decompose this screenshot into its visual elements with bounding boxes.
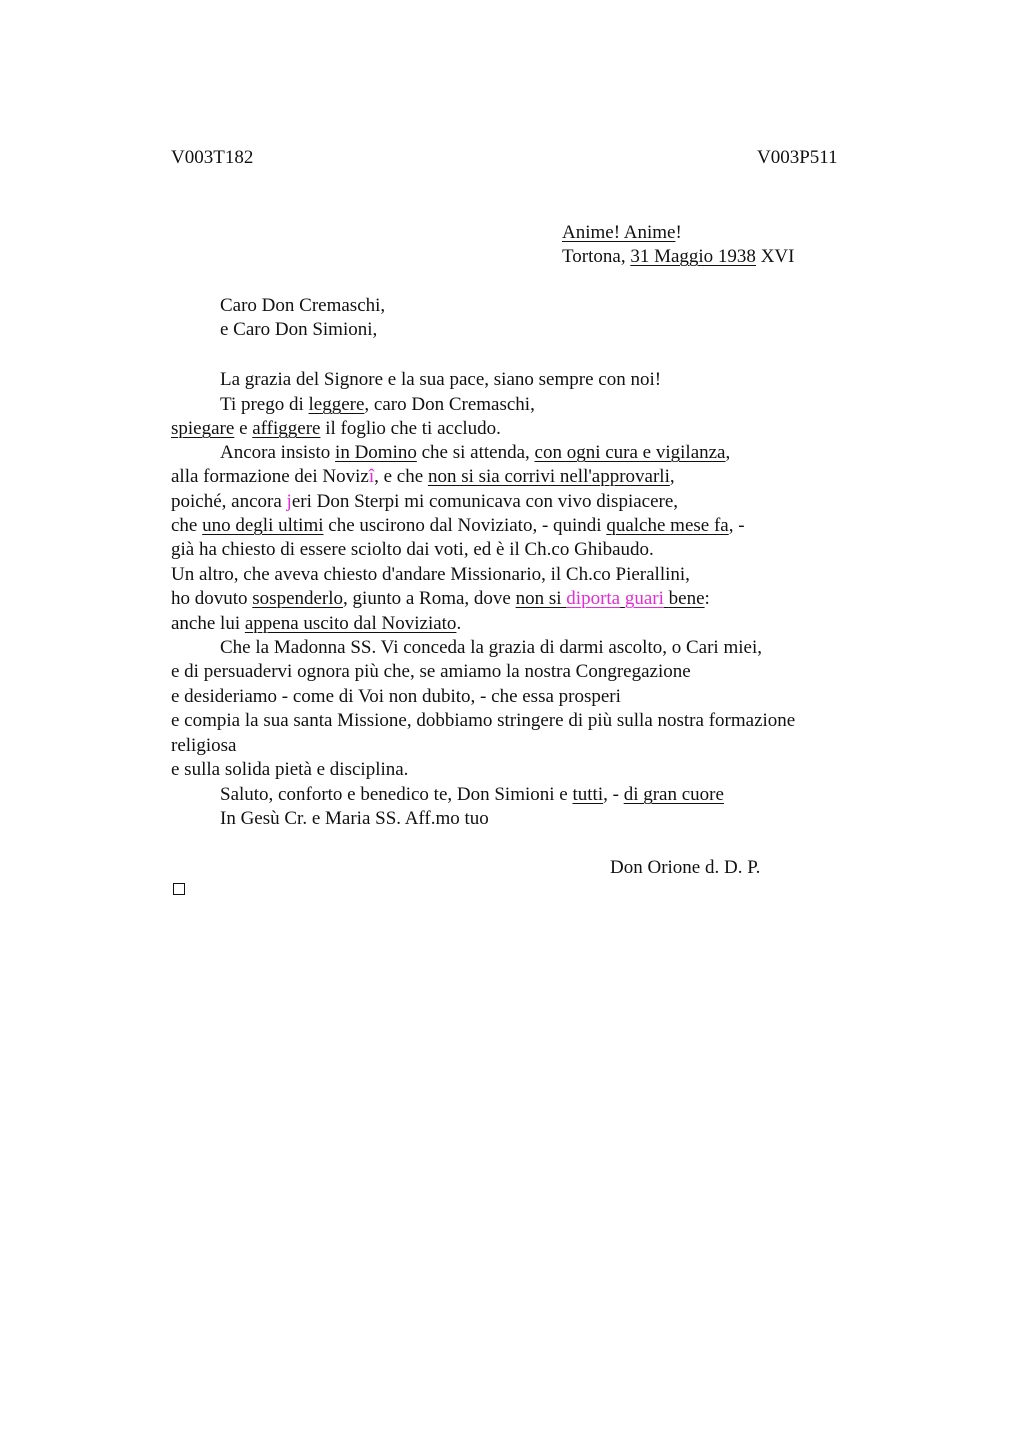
salutation-line-1: Caro Don Cremaschi,: [220, 295, 386, 316]
signature: Don Orione d. D. P.: [610, 857, 761, 878]
body-line-10: [171, 587, 710, 611]
body-line-6: [171, 490, 678, 514]
underlined-run: qualche mese fa: [606, 515, 729, 536]
underlined-run: uno degli ultimi: [202, 515, 324, 536]
body-line-5: [171, 465, 675, 489]
text-run: eri Don Sterpi mi comunicava con vivo dispiacere,: [291, 491, 679, 512]
dateline-place: Tortona,: [562, 246, 631, 267]
body-line-17: e sulla solida pietà e disciplina.: [171, 759, 409, 780]
text-run: che si attenda,: [416, 442, 535, 463]
body-line-12: Che la Madonna SS. Vi conceda la grazia di darmi ascolto, o Cari miei,: [220, 637, 762, 658]
body-line-1: La grazia del Signore e la sua pace, siano sempre con noi!: [220, 369, 662, 390]
text-run: , e che: [374, 466, 428, 487]
body-line-8: già ha chiesto di essere sciolto dai voti, ed è il Ch.co Ghibaudo.: [171, 539, 654, 560]
body-line-7: [171, 514, 745, 538]
text-run: Ancora insisto: [220, 442, 336, 463]
checkbox-icon: [173, 883, 185, 895]
text-run: ho dovuto: [171, 588, 253, 609]
text-run: poiché, ancora: [171, 491, 287, 512]
text-run: , -: [603, 784, 624, 805]
underlined-run: non si sia corrivi nell'approvarli: [427, 466, 670, 487]
underlined-run: con ogni cura e vigilanza: [534, 442, 726, 463]
salutation-line-2: e Caro Don Simioni,: [220, 319, 378, 340]
body-line-9: Un altro, che aveva chiesto d'andare Missionario, il Ch.co Pierallini,: [171, 564, 690, 585]
text-run: ,: [669, 466, 675, 487]
underlined-run: non si: [515, 588, 567, 609]
document-code-left: V003T182: [171, 147, 254, 168]
underlined-run: di gran cuore: [623, 784, 724, 805]
underlined-run: affiggere: [252, 418, 321, 439]
dateline-date: 31 Maggio 1938: [630, 246, 756, 267]
highlighted-run: î: [368, 466, 375, 487]
highlighted-underlined-run: guari: [624, 588, 664, 609]
text-run: Ti prego di: [220, 394, 309, 415]
text-run: , -: [728, 515, 745, 536]
highlighted-run: j: [286, 491, 292, 512]
body-line-2: [220, 393, 535, 417]
body-line-18: [220, 783, 724, 807]
body-line-3: [171, 417, 501, 441]
text-run: che uscirono dal Noviziato, - quindi: [323, 515, 607, 536]
underlined-run: tutti: [572, 784, 604, 805]
text-run: Saluto, conforto e benedico te, Don Simioni e: [220, 784, 573, 805]
motto-underlined: Anime! Anime: [562, 222, 676, 243]
underlined-run: leggere: [308, 394, 365, 415]
text-run: .: [456, 613, 462, 634]
body-line-13: e di persuadervi ognora più che, se amiamo la nostra Congregazione: [171, 661, 691, 682]
body-line-15: e compia la sua santa Missione, dobbiamo stringere di più sulla nostra formazione: [171, 710, 796, 731]
text-run: , caro Don Cremaschi,: [364, 394, 535, 415]
motto: [562, 221, 682, 245]
body-line-4: [220, 441, 730, 465]
underlined-run: sospenderlo: [252, 588, 344, 609]
underlined-run: spiegare: [171, 418, 235, 439]
body-line-16: religiosa: [171, 735, 237, 756]
text-run: e: [234, 418, 253, 439]
dateline: [562, 245, 794, 269]
text-run: il foglio che ti accludo.: [320, 418, 501, 439]
text-run: :: [704, 588, 710, 609]
dateline-era: XVI: [755, 246, 795, 267]
text-run: alla formazione dei Noviz: [171, 466, 369, 487]
underlined-run: bene: [668, 588, 705, 609]
document-code-right: V003P511: [757, 147, 838, 168]
body-line-11: [171, 612, 461, 636]
text-run: ,: [725, 442, 731, 463]
text-run: , giunto a Roma, dove: [343, 588, 516, 609]
body-line-19: In Gesù Cr. e Maria SS. Aff.mo tuo: [220, 808, 489, 829]
body-line-14: e desideriamo - come di Voi non dubito, - che essa prosperi: [171, 686, 621, 707]
text-run: che: [171, 515, 203, 536]
motto-exclamation: !: [675, 222, 682, 243]
underlined-run: in Domino: [335, 442, 417, 463]
underlined-run: appena uscito dal Noviziato: [244, 613, 457, 634]
text-run: anche lui: [171, 613, 245, 634]
highlighted-underlined-run: diporta: [566, 588, 621, 609]
